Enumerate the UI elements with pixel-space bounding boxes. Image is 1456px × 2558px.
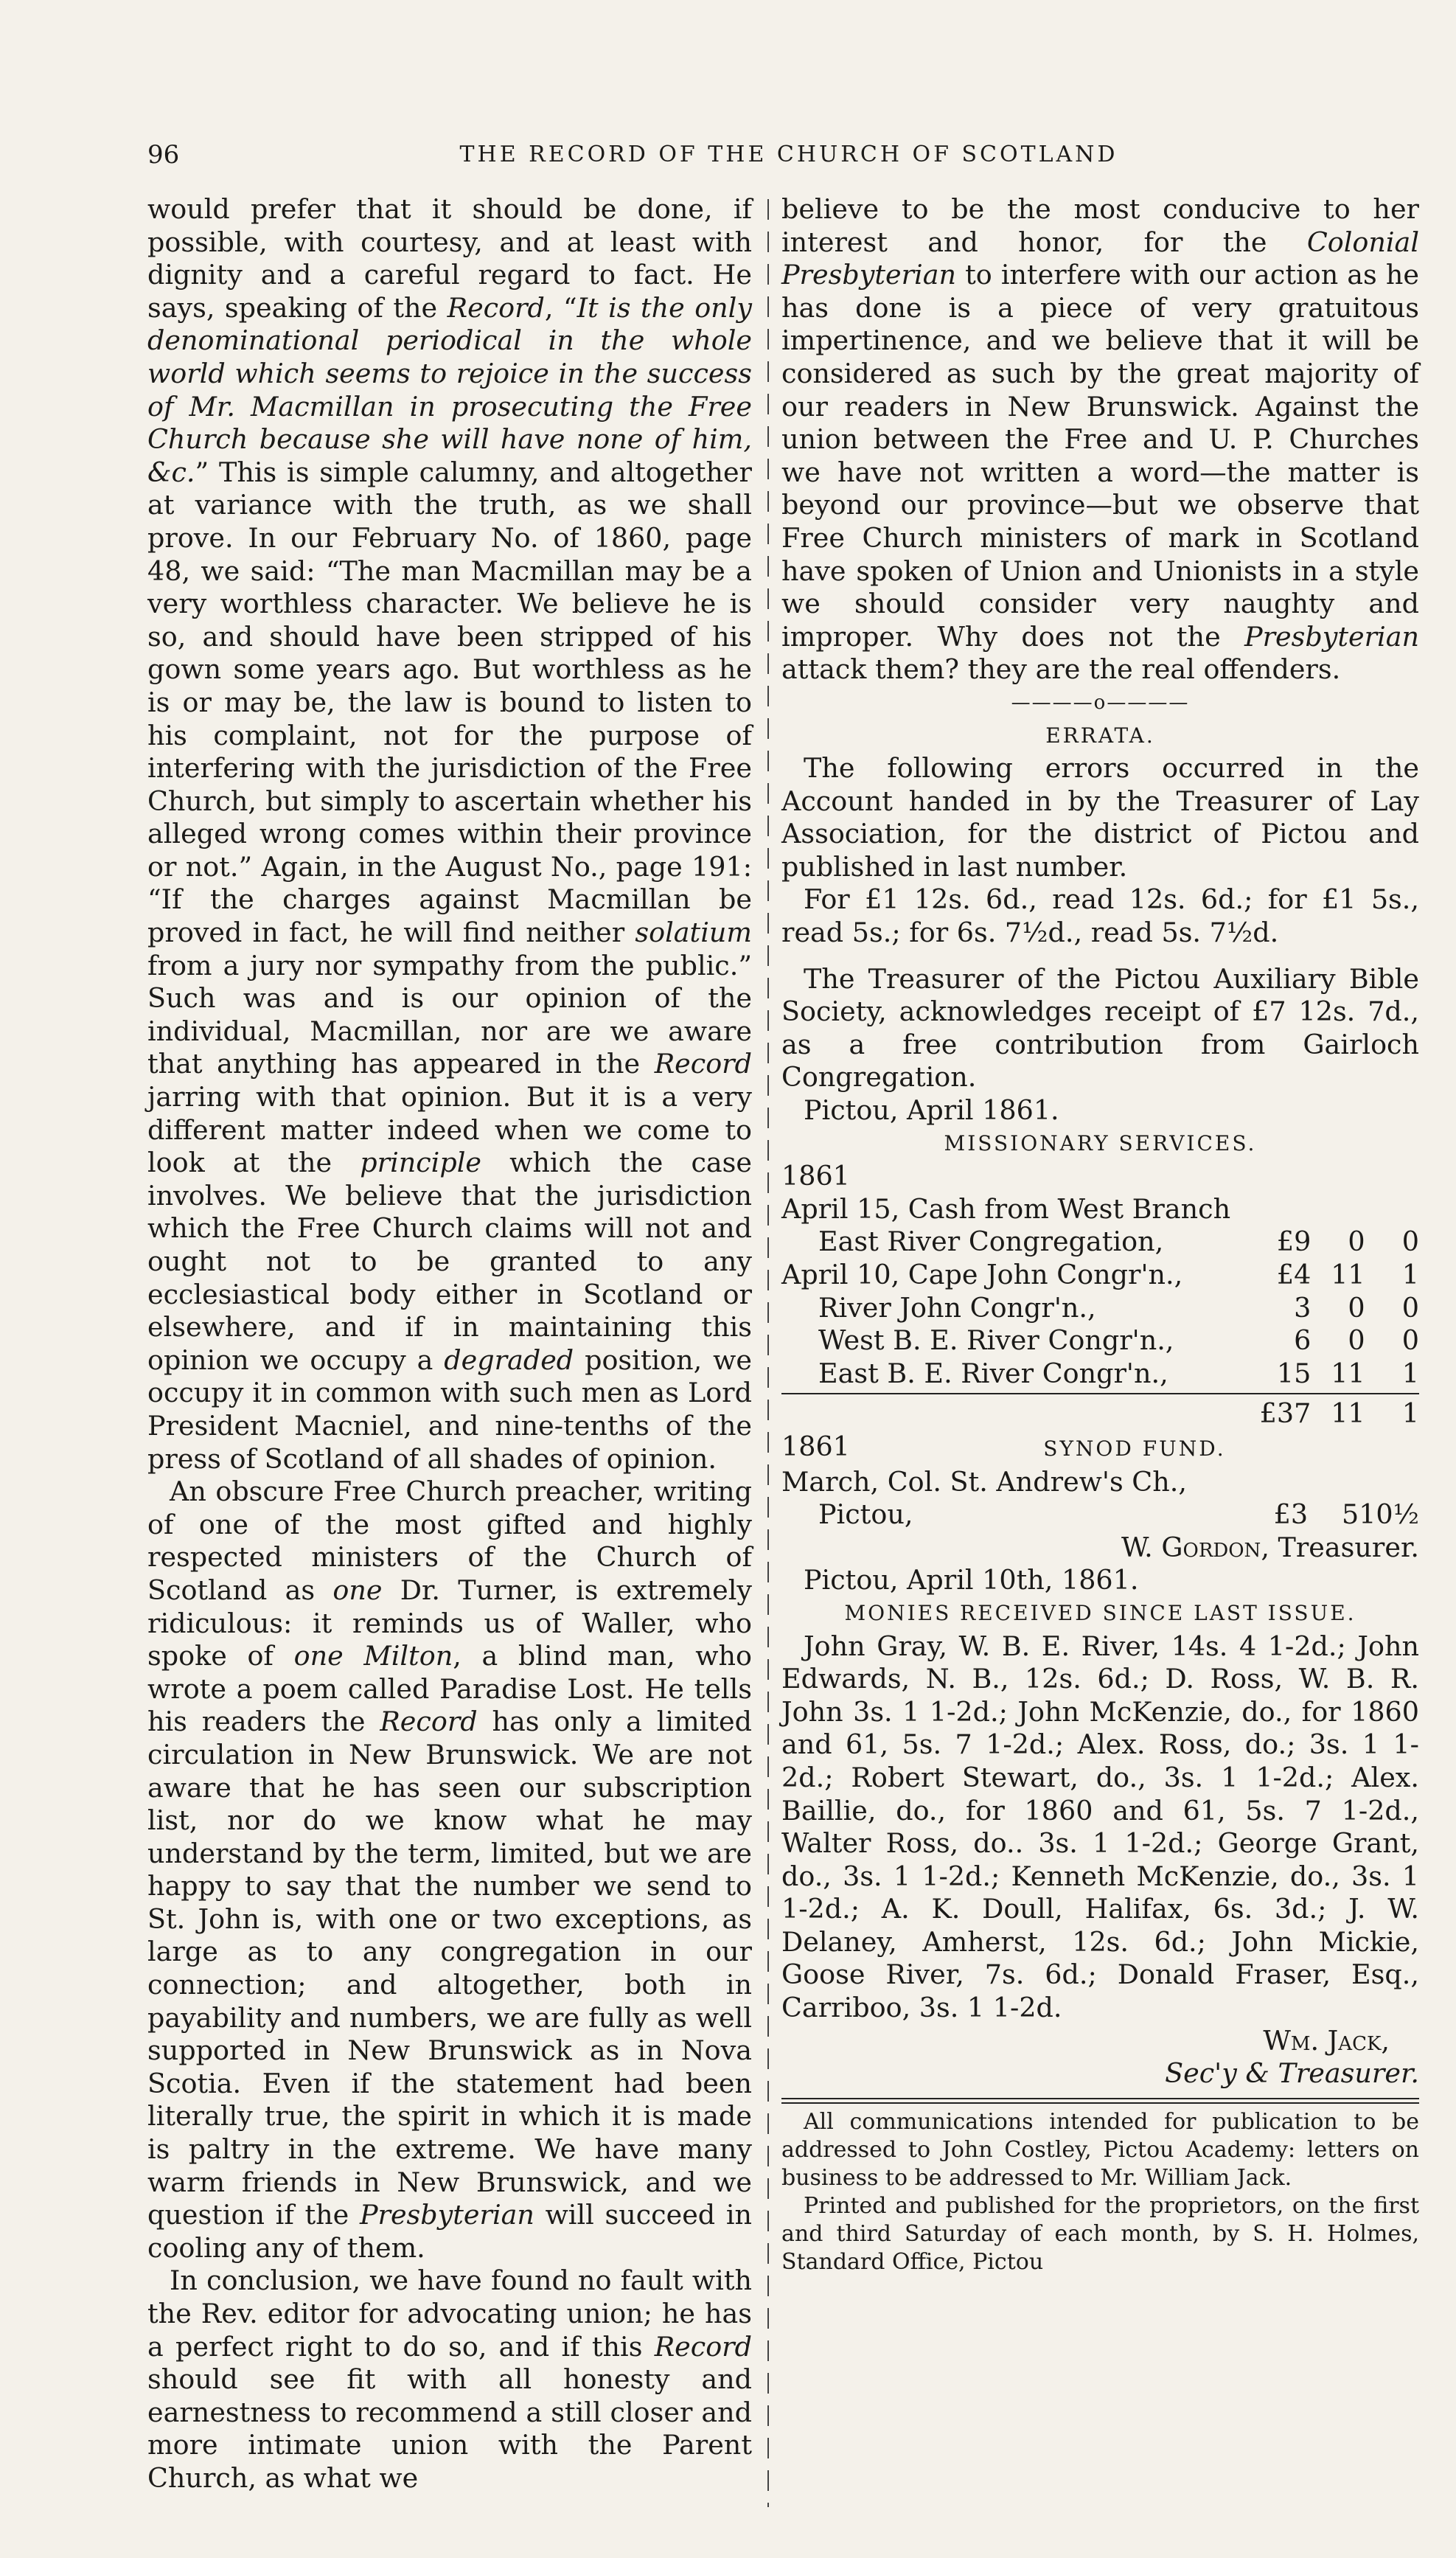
account-pounds: 3 (1294, 1291, 1312, 1324)
errata-corrections: For £1 12s. 6d., read 12s. 6d.; for £1 5s., read 5s.; for 6s. 7½d., read 5s. 7½d. (781, 883, 1419, 949)
errata-heading: ERRATA. (1045, 723, 1155, 748)
account-pounds: £9 (1276, 1226, 1312, 1258)
account-pence: 0 (1401, 1226, 1419, 1258)
account-shillings: 0 (1348, 1226, 1365, 1258)
footer-printer: Printed and published for the proprietors, on the first and third Saturday of each month, by S. H. Holmes, Standard Office, Pictou (781, 2192, 1419, 2275)
synod-heading: SYNOD FUND. (1043, 1436, 1226, 1461)
synod-signatory-title: , Treasurer. (1261, 1531, 1419, 1563)
account-row (781, 1259, 1419, 1292)
italic-text: one (332, 1574, 383, 1606)
account-label: River John Congr'n., (818, 1291, 1096, 1324)
text-run: Dr. Turner, is extremely ridiculous: it reminds us of Waller, who spoke of (147, 1574, 752, 1672)
missionary-heading: MISSIONARY SERVICES. (944, 1130, 1257, 1155)
account-shillings: 0 (1348, 1324, 1365, 1357)
text-run: to interfere with our action as he has done is a piece of very gratuitous impertinence, and we believe that it will be considered as such by the great majority of our readers in New Brunswick. Against the union between the Free and U. P. Churches we have not written a word—the matter is beyond our province—but we observe that Free Church ministers of mark in Scotland have spoken of Union and Unionists in a style we should consider very naughty and improper. Why does not the (781, 259, 1419, 653)
text-run: , “ (544, 291, 577, 324)
monies-heading: MONIES RECEIVED SINCE LAST ISSUE. (844, 1600, 1356, 1625)
jack-comma: , (1381, 2024, 1390, 2057)
account-pence: 0 (1401, 1291, 1419, 1324)
synod-pence: 10½ (1359, 1498, 1420, 1531)
text-run: In conclusion, we have found no fault with the Rev. editor for advocating union; he has a perfect right to do so, and if this (147, 2265, 752, 2363)
text-run: has only a limited circulation in New Brunswick. We are not aware that he has seen our subscription list, nor do we know what he may understand by the term, limited, but we are happy to say that the number we send to St. John is, with one or two exceptions, as large as to any congregation in our connection; and altogether, both in payability and numbers, we are fully as well supported in New Brunswick as in Nova Scotia. Even if the statement had been literally true, the spirit in which it is made is paltry in the extreme. We have many warm friends in New Brunswick, and we question if the (147, 1706, 753, 2231)
italic-text: Presbyterian (359, 2199, 534, 2231)
account-label: April 15, Cash from West Branch (781, 1192, 1231, 1225)
total-pounds: £37 (1259, 1397, 1312, 1430)
account-pence: 1 (1401, 1259, 1419, 1290)
errata-paragraph: The following errors occurred in the Account handed in by the Treasurer of Lay Association, for the district of Pictou and published in last number. (781, 752, 1419, 883)
italic-text: degraded (444, 1344, 574, 1376)
text-run: should see fit with all honesty and earnestness to recommend a still closer and more intimate union with the Parent Church, as what we (147, 2363, 752, 2494)
page-title: THE RECORD OF THE CHURCH OF SCOTLAND (459, 142, 1118, 167)
synod-row (781, 1498, 1419, 1532)
account-label: April 10, Cape John Congr'n., (781, 1259, 1183, 1290)
italic-text: principle (360, 1147, 481, 1179)
account-shillings: 11 (1331, 1357, 1365, 1389)
account-label: East B. E. River Congr'n., (818, 1357, 1168, 1389)
jack-title (781, 2057, 1419, 2090)
article-paragraph-2 (147, 1476, 752, 2265)
account-label: East River Congregation, (818, 1226, 1164, 1258)
italic-text: Presbyterian (1244, 620, 1419, 653)
account-shillings: 11 (1331, 1259, 1365, 1290)
text-run: , a blind man, who wrote a poem called Paradise Lost. He tells his readers the (147, 1640, 752, 1738)
running-head (147, 140, 1430, 184)
italic-text: Record (380, 1706, 478, 1738)
article-paragraph-1 (147, 193, 752, 1476)
synod-header (781, 1431, 1419, 1466)
text-run: from a jury nor sympathy from the public.” Such was and is our opinion of the individual, Macmillan, nor are we aware that anything has appeared in the (147, 949, 752, 1080)
bible-society-place: Pictou, April 1861. (804, 1094, 1059, 1127)
synod-pounds: £3 (1273, 1498, 1309, 1531)
text-run: will succeed in cooling any of them. (147, 2199, 752, 2264)
account-row (781, 1292, 1419, 1325)
account-row (781, 1226, 1419, 1259)
monies-list: John Gray, W. B. E. River, 14s. 4 1-2d.; John Edwards, N. B., 12s. 6d.; D. Ross, W. B. R. John 3s. 1 1-2d.; John McKenzie, do., for 1860 and 61, 5s. 7 1-2d.; Alex. Ross, do.; 3s. 1 1-2d.; Robert Stewart, do., 3s. 1 1-2d.; Alex. Baillie, do., for 1860 and 61, 5s. 7 1-2d., Walter Ross, do.. 3s. 1 1-2d.; George Grant, do., 3s. 1 1-2d.; Kenneth McKenzie, do., 3s. 1 1-2d.; A. K. Doull, Halifax, 6s. 3d.; J. W. Delaney, Amherst, 12s. 6d.; John Mickie, Goose River, 7s. 6d.; Donald Fraser, Esq., Carriboo, 3s. 1 1-2d. (781, 1630, 1419, 2024)
account-label: West B. E. River Congr'n., (818, 1324, 1174, 1357)
account-pounds: £4 (1276, 1259, 1312, 1290)
text-run: An obscure Free Church preacher, writing of one of the most gifted and highly respected ministers of the Church of Scotland as (147, 1476, 752, 1606)
account-pounds: 15 (1276, 1357, 1312, 1389)
bible-society-notice: The Treasurer of the Pictou Auxiliary Bible Society, acknowledges receipt of £7 12s. 7d., as a free contribution from Gairloch Congregation. (781, 962, 1419, 1094)
column-divider (767, 199, 769, 2507)
missionary-table (781, 1193, 1419, 1391)
text-run: believe to be the most conducive to her interest and honor, for the (781, 193, 1419, 258)
left-column (147, 193, 752, 2495)
text-run: which the case involves. We believe that the jurisdiction which the Free Church claims will not and ought not to be granted to any ecclesiastical body either in Scotland or elsewhere, and if in maintaining this opinion we occupy a (147, 1147, 752, 1376)
total-pence: 1 (1401, 1397, 1419, 1430)
italic-text: one Milton (293, 1640, 453, 1672)
missionary-year: 1861 (781, 1160, 850, 1192)
synod-date-place: Pictou, April 10th, 1861. (804, 1564, 1139, 1596)
text-run: would prefer that it should be done, if possible, with courtesy, and at least with dignity and a careful regard to fact. He says, speaking of the (147, 193, 752, 324)
jack-name: Wm. Jack (1263, 2024, 1382, 2057)
jack-signature (781, 2025, 1419, 2058)
text-run: attack them? they are the real offenders. (781, 653, 1341, 686)
missionary-total-row (781, 1393, 1419, 1431)
italic-text: solatium (635, 917, 752, 949)
text-run: position, we occupy it in common with such men as Lord President Macniel, and nine-tenths of the press of Scotland of all shades of opinion. (147, 1344, 753, 1475)
synod-signatory: W. Gordon (1121, 1531, 1261, 1563)
italic-text: Record (654, 2330, 752, 2363)
account-pence: 0 (1401, 1324, 1419, 1357)
total-shillings: 11 (1331, 1397, 1365, 1430)
text-run: jarring with that opinion. But it is a very different matter indeed when we come to look at the (147, 1081, 752, 1179)
account-row (781, 1324, 1419, 1358)
italic-text: Record (654, 1048, 752, 1080)
footer-communications: All communications intended for publication to be addressed to John Costley, Pictou Academy: letters on business to be addressed to Mr. William Jack. (781, 2108, 1419, 2191)
account-pounds: 6 (1294, 1324, 1312, 1357)
account-row (781, 1358, 1419, 1391)
synod-place-label: Pictou, (818, 1498, 913, 1531)
jack-title-text: Sec'y & Treasurer. (1165, 2057, 1419, 2090)
article-paragraph-3 (147, 2265, 752, 2495)
italic-text: Colonial Presbyterian (781, 226, 1419, 291)
italic-text: It is the only denominational periodical in the whole world which seems to rejoice in the success of Mr. Macmillan in prosecuting the Free Church because she will have none of him, &c. (147, 291, 752, 488)
synod-line: March, Col. St. Andrew's Ch., (781, 1465, 1187, 1498)
section-separator: ————o———— (1011, 691, 1190, 714)
right-column (781, 193, 1419, 2276)
italic-text: Record (447, 291, 545, 324)
synod-year: 1861 (781, 1430, 850, 1462)
account-row (781, 1193, 1419, 1226)
account-pence: 1 (1401, 1357, 1419, 1389)
article-continuation (781, 193, 1419, 687)
account-shillings: 0 (1348, 1291, 1365, 1324)
page-number: 96 (147, 140, 180, 170)
synod-shillings: 5 (1341, 1498, 1359, 1531)
text-run: ” This is simple calumny, and altogether at variance with the truth, as we shall prove. In our February No. of 1860, page 48, we said: “The man Macmillan may be a very worthless character. We believe he is so, and should have been stripped of his gown some years ago. But worthless as he is or may be, the law is bound to listen to his complaint, not for the purpose of interfering with the jurisdiction of the Free Church, but simply to ascertain whether his alleged wrong comes within their province or not.” Again, in the August No., page 191: “If the charges against Macmillan be proved in fact, he will find neither (147, 456, 752, 949)
footer-rule (781, 2098, 1419, 2104)
synod-signature (781, 1532, 1419, 1565)
